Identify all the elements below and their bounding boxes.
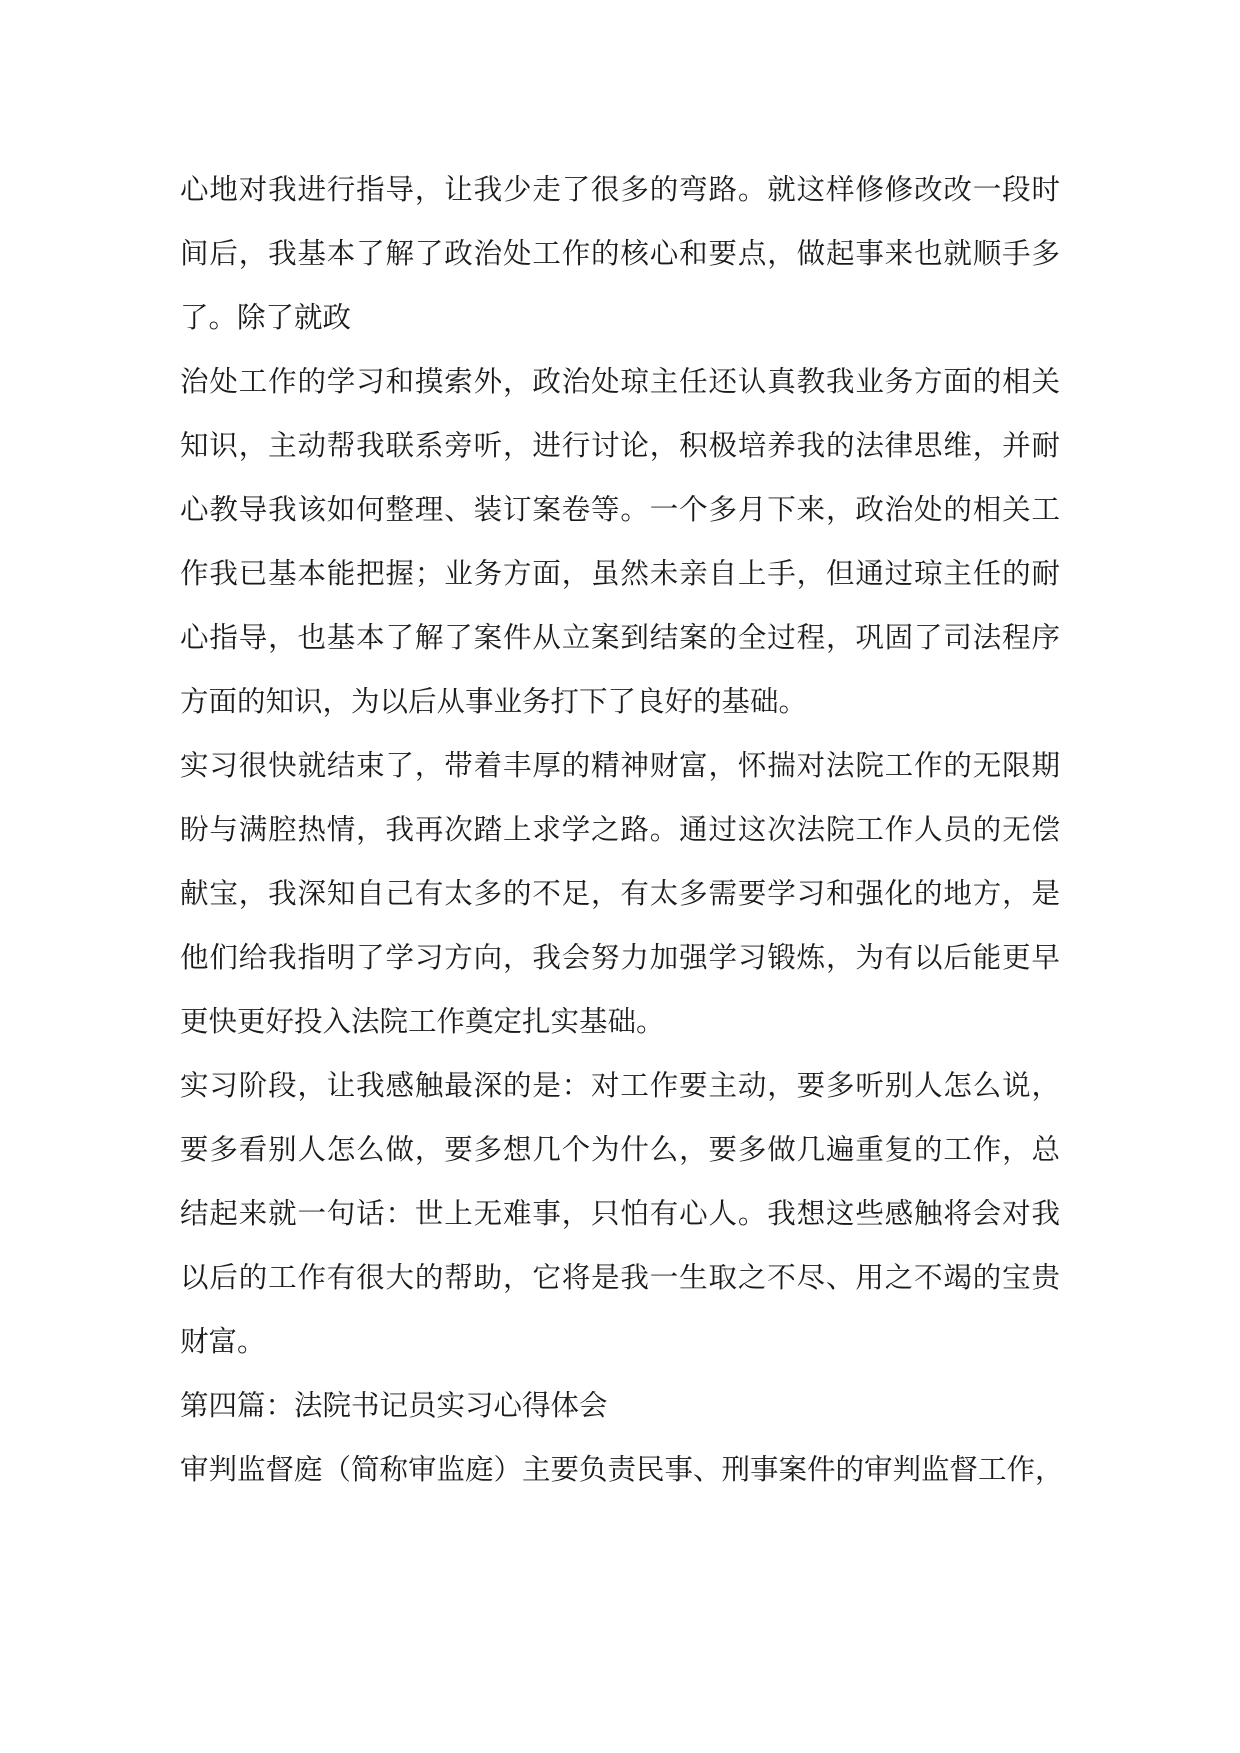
body-text-line: 了。除了就政 (180, 301, 352, 334)
body-text-line: 更快更好投入法院工作奠定扎实基础。 (180, 1005, 665, 1038)
body-text-line: 盼与满腔热情，我再次踏上求学之路。通过这次法院工作人员的无偿 (180, 813, 1060, 846)
body-text-line: 财富。 (180, 1325, 266, 1358)
body-text-line: 审判监督庭（简称审监庭）主要负责民事、刑事案件的审判监督工作， (180, 1453, 1064, 1486)
body-text-line: 方面的知识，为以后从事业务打下了良好的基础。 (180, 685, 808, 718)
section-heading: 第四篇：法院书记员实习心得体会 (180, 1389, 608, 1422)
body-text-line: 结起来就一句话：世上无难事，只怕有心人。我想这些感触将会对我 (180, 1197, 1060, 1230)
body-text-line: 心地对我进行指导，让我少走了很多的弯路。就这样修修改改一段时 (180, 173, 1060, 206)
body-text-line: 心指导，也基本了解了案件从立案到结案的全过程，巩固了司法程序 (180, 621, 1060, 654)
body-text-line: 间后，我基本了解了政治处工作的核心和要点，做起事来也就顺手多 (180, 237, 1060, 270)
body-text-line: 知识，主动帮我联系旁听，进行讨论，积极培养我的法律思维，并耐 (180, 429, 1060, 462)
body-text-line: 实习很快就结束了，带着丰厚的精神财富，怀揣对法院工作的无限期 (180, 749, 1060, 782)
body-text-line: 作我已基本能把握；业务方面，虽然未亲自上手，但通过琼主任的耐 (180, 557, 1060, 590)
body-text-line: 献宝，我深知自己有太多的不足，有太多需要学习和强化的地方，是 (180, 877, 1060, 910)
body-text-line: 实习阶段，让我感触最深的是：对工作要主动，要多听别人怎么说， (180, 1069, 1060, 1102)
body-text-line: 要多看别人怎么做，要多想几个为什么，要多做几遍重复的工作，总 (180, 1133, 1060, 1166)
body-text-line: 治处工作的学习和摸索外，政治处琼主任还认真教我业务方面的相关 (180, 365, 1060, 398)
body-text-line: 心教导我该如何整理、装订案卷等。一个多月下来，政治处的相关工 (180, 493, 1060, 526)
body-text-line: 以后的工作有很大的帮助，它将是我一生取之不尽、用之不竭的宝贵 (180, 1261, 1060, 1294)
body-text-line: 他们给我指明了学习方向，我会努力加强学习锻炼，为有以后能更早 (180, 941, 1060, 974)
